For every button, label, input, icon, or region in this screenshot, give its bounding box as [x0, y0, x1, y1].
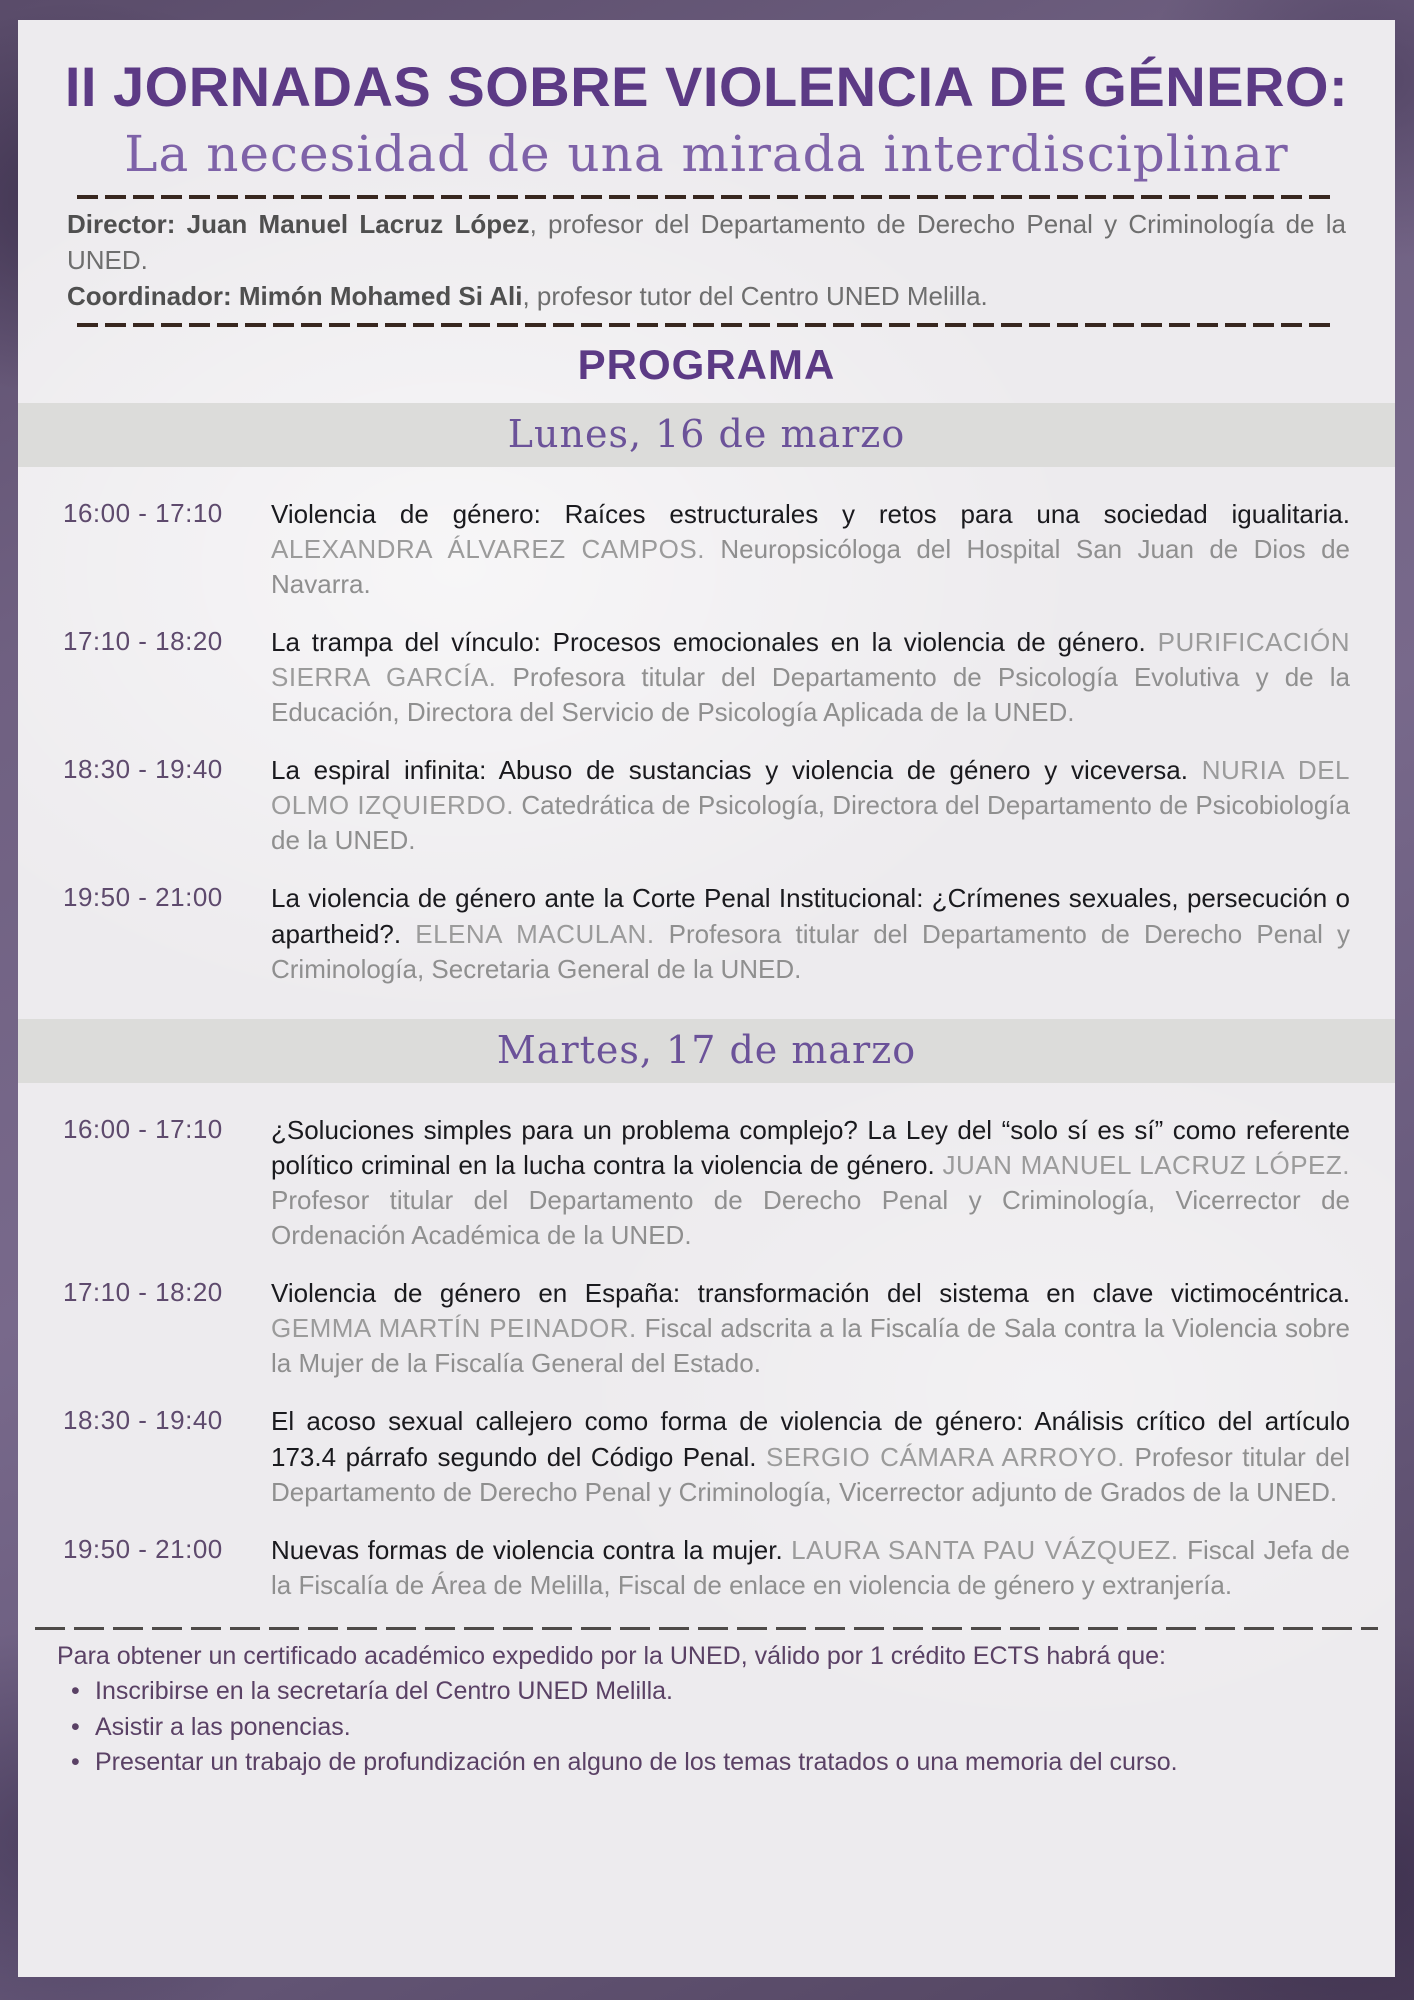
- list-item: [71, 1711, 1356, 1744]
- day-band-tuesday: [18, 1019, 1395, 1083]
- poster-content: [18, 20, 1395, 1977]
- session-detail: Profesora titular del Departamento de Derecho Penal y Criminología, Secretaria General de la UNED.: [271, 918, 1350, 984]
- session-time: 19:50 - 21:00: [63, 1533, 223, 1564]
- program-heading: PROGRAMA: [577, 340, 836, 388]
- session-speaker: LAURA SANTA PAU VÁZQUEZ.: [791, 1534, 1179, 1565]
- session-speaker: PURIFICACIÓN SIERRA GARCÍA.: [271, 626, 1350, 692]
- day-label-monday: Lunes, 16 de marzo: [507, 411, 906, 456]
- session-text: [271, 497, 1350, 602]
- session-detail: Fiscal Jefa de la Fiscalía de Área de Melilla, Fiscal de enlace en violencia de género y extranjería.: [271, 1534, 1350, 1600]
- page-subtitle: La necesidad de una mirada interdisciplinar: [124, 125, 1289, 183]
- coordinator-name: Coordinador: Mimón Mohamed Si Ali: [67, 280, 523, 311]
- session-title: Nuevas formas de violencia contra la mujer.: [271, 1534, 783, 1565]
- session-time: 19:50 - 21:00: [63, 882, 223, 913]
- director-role: , profesor del Departamento de Derecho Penal y Criminología de la UNED.: [67, 209, 1347, 275]
- requirement-text: Inscribirse en la secretaría del Centro UNED Melilla.: [95, 1677, 673, 1706]
- session-speaker: NURIA DEL OLMO IZQUIERDO.: [271, 755, 1350, 821]
- director-name: Director: Juan Manuel Lacruz López: [67, 209, 530, 239]
- session-text: [271, 1404, 1350, 1509]
- tuesday-sessions: [63, 1113, 1350, 1603]
- session-speaker: ALEXANDRA ÁLVAREZ CAMPOS.: [271, 533, 705, 564]
- page-title: II JORNADAS SOBRE VIOLENCIA DE GÉNERO:: [64, 55, 1349, 118]
- certificate-note: [57, 1640, 1356, 1779]
- session-title: Violencia de género en España: transformación del sistema en clave victimocéntrica.: [271, 1278, 1350, 1309]
- session-row: [63, 1404, 1350, 1509]
- certificate-intro: Para obtener un certificado académico expedido por la UNED, válido por 1 crédito ECTS habrá que:: [57, 1641, 1166, 1670]
- coordinator-role: , profesor tutor del Centro UNED Melilla.: [522, 280, 988, 311]
- session-row: [63, 1113, 1350, 1253]
- session-speaker: ELENA MACULAN.: [415, 918, 655, 949]
- session-row: [63, 625, 1350, 730]
- session-detail: Profesor titular del Departamento de Derecho Penal y Criminología, Vicerrector adjunto de Grados de la UNED.: [271, 1441, 1351, 1507]
- session-time: 17:10 - 18:20: [63, 1277, 223, 1308]
- session-row: [63, 753, 1350, 858]
- monday-sessions: [63, 497, 1350, 987]
- certificate-requirements: [57, 1675, 1356, 1779]
- divider-footer: [35, 1627, 1378, 1630]
- session-text: [271, 1533, 1350, 1603]
- list-item: [71, 1746, 1356, 1779]
- session-speaker: SERGIO CÁMARA ARROYO.: [766, 1441, 1125, 1472]
- session-row: [63, 1533, 1350, 1603]
- session-title: El acoso sexual callejero como forma de violencia de género: Análisis crítico del artículo 173.4 párrafo segundo del Código Penal.: [271, 1406, 1350, 1472]
- session-text: [271, 1113, 1350, 1253]
- session-text: [271, 625, 1350, 730]
- list-item: [71, 1675, 1356, 1708]
- requirement-text: Asistir a las ponencias.: [95, 1712, 351, 1741]
- session-time: 16:00 - 17:10: [63, 1113, 223, 1144]
- session-title: ¿Soluciones simples para un problema complejo? La Ley del “solo sí es sí” como referente político criminal en la lucha contra la violencia de género.: [271, 1114, 1350, 1180]
- session-title: La violencia de género ante la Corte Penal Institucional: ¿Crímenes sexuales, persecución o apartheid?.: [271, 883, 1350, 949]
- session-time: 18:30 - 19:40: [63, 754, 223, 785]
- session-row: [63, 881, 1350, 986]
- session-title: La trampa del vínculo: Procesos emocionales en la violencia de género.: [271, 626, 1146, 657]
- requirement-text: Presentar un trabajo de profundización en alguno de los temas tratados o una memoria del curso.: [95, 1748, 1178, 1777]
- divider-top: [77, 195, 1336, 199]
- session-row: [63, 497, 1350, 602]
- session-text: [271, 881, 1350, 986]
- session-detail: Catedrática de Psicología, Directora del Departamento de Psicobiología de la UNED.: [271, 790, 1350, 856]
- session-speaker: GEMMA MARTÍN PEINADOR.: [271, 1313, 637, 1344]
- session-detail: Profesor titular del Departamento de Derecho Penal y Criminología, Vicerrector de Ordenación Académica de la UNED.: [271, 1184, 1350, 1251]
- session-time: 16:00 - 17:10: [63, 497, 223, 528]
- session-row: [63, 1276, 1350, 1381]
- session-text: [271, 753, 1350, 858]
- session-detail: Neuropsicóloga del Hospital San Juan de Dios de Navarra.: [271, 533, 1351, 599]
- session-title: La espiral infinita: Abuso de sustancias y violencia de género y viceversa.: [271, 755, 1188, 786]
- session-time: 18:30 - 19:40: [63, 1405, 223, 1436]
- day-label-tuesday: Martes, 17 de marzo: [496, 1027, 917, 1072]
- session-time: 17:10 - 18:20: [63, 625, 223, 656]
- session-title: Violencia de género: Raíces estructurales y retos para una sociedad igualitaria.: [271, 498, 1350, 529]
- session-detail: Fiscal adscrita a la Fiscalía de Sala contra la Violencia sobre la Mujer de la Fiscalía General del Estado.: [271, 1313, 1350, 1379]
- session-text: [271, 1276, 1350, 1381]
- session-speaker: JUAN MANUEL LACRUZ LÓPEZ.: [942, 1149, 1350, 1180]
- day-band-monday: [18, 403, 1395, 467]
- staff-block: [67, 207, 1346, 315]
- divider-staff: [77, 323, 1336, 327]
- session-detail: Profesora titular del Departamento de Psicología Evolutiva y de la Educación, Directora del Servicio de Psicología Aplicada de la UNED.: [271, 662, 1350, 728]
